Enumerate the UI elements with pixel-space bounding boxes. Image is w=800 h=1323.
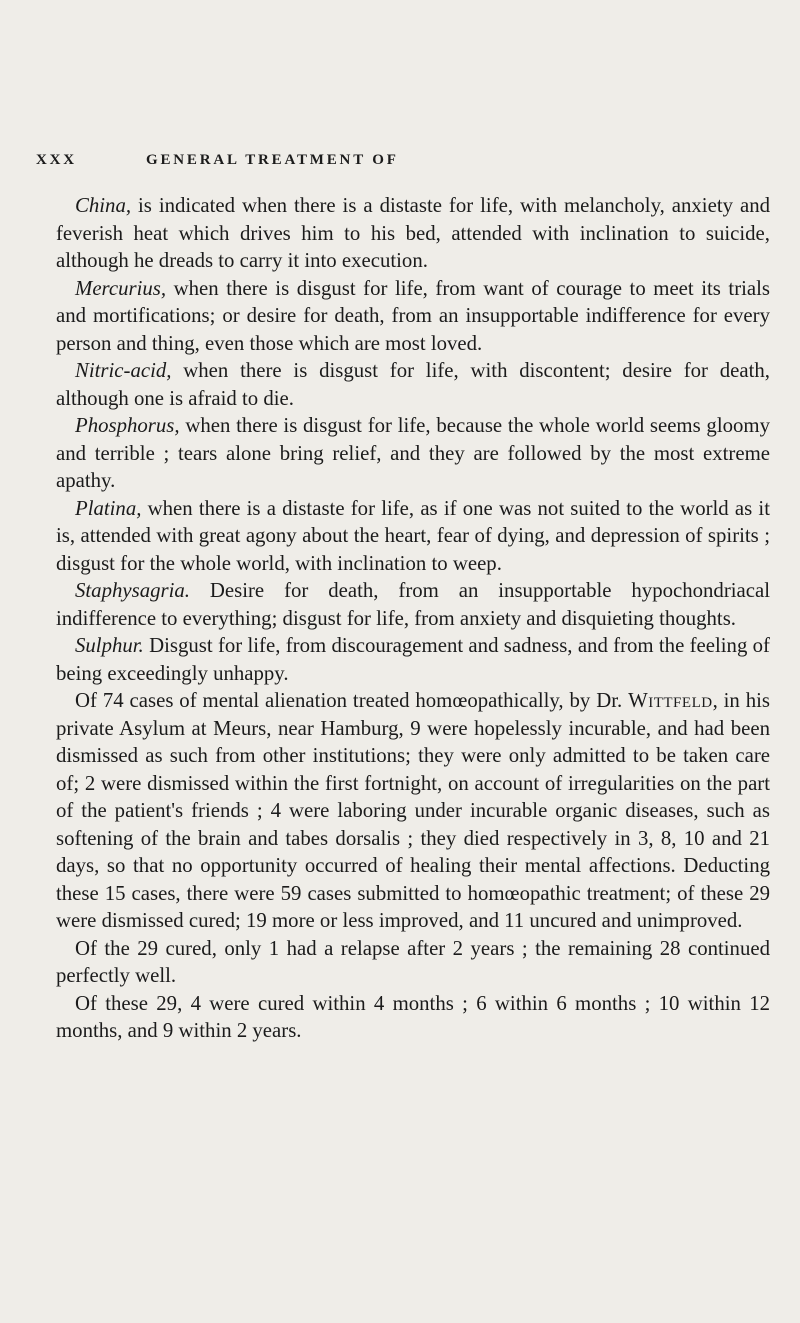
paragraph-text: Of 74 cases of mental alienation treated homœopathically, by Dr. xyxy=(75,689,629,712)
paragraph-sulphur xyxy=(56,632,770,687)
paragraph-cure-timeline: Of these 29, 4 were cured within 4 months ; 6 within 6 months ; 10 within 12 months, and 9 within 2 years. xyxy=(56,991,770,1042)
paragraph-text: is indicated when there is a distaste for life, with melancholy, anxiety and feverish heat which drives him to his bed, attended with inclination to suicide, although he dreads to carry it into execution. xyxy=(56,194,770,272)
running-title: GENERAL TREATMENT OF xyxy=(146,152,399,168)
paragraph-statistics xyxy=(56,687,770,935)
paragraph-mercurius xyxy=(56,275,770,358)
paragraph-text: when there is a distaste for life, as if one was not suited to the world as it is, attended with great agony about the heart, fear of dying, and depression of spirits ; disgust for the whole world, with inclination to weep. xyxy=(56,496,770,575)
paragraph-nitric-acid xyxy=(56,357,770,412)
remedy-name: Phosphorus, xyxy=(75,414,180,437)
paragraph-relapse: Of the 29 cured, only 1 had a relapse after 2 years ; the remaining 28 continued perfectly well. xyxy=(56,936,770,987)
page-body xyxy=(56,192,770,1045)
page-header xyxy=(36,152,770,174)
remedy-name: Mercurius, xyxy=(75,276,167,300)
page-number: XXX xyxy=(36,152,77,168)
paragraph-text: Disgust for life, from discouragement and sadness, and from the feeling of being exceedingly unhappy. xyxy=(56,634,770,685)
remedy-name: Sulphur. xyxy=(75,634,144,657)
paragraph-staphysagria xyxy=(56,577,770,632)
paragraph-text: when there is disgust for life, from want of courage to meet its trials and mortifications; or desire for death, from an insupportable indifference for every person and thing, even those which are most loved. xyxy=(56,276,770,355)
paragraph-text: when there is disgust for life, with discontent; desire for death, although one is afraid to die. xyxy=(56,359,770,410)
remedy-name: Nitric-acid, xyxy=(75,359,172,382)
paragraph-text: , in his private Asylum at Meurs, near Hamburg, 9 were hopelessly incurable, and had been dismissed as such from other institutions; they were only admitted to be taken care of; 2 were dismissed within the first fortnight, on account of irregularities on the part of the patient's friends ; 4 were laboring under incurable organic diseases, such as softening of the brain and tabes dorsalis ; they died respectively in 3, 8, 10 and 21 days, so that no opportunity occurred of healing their mental affections. Deducting these 15 cases, there were 59 cases submitted to homœopathic treatment; of these 29 were dismissed cured; 19 more or less improved, and 11 uncured and unimproved. xyxy=(56,689,770,932)
paragraph-china xyxy=(56,192,770,275)
author-name: Wittfeld xyxy=(628,689,713,712)
paragraph-text: Desire for death, from an insupportable hypochondriacal indifference to everything; disgust for life, from anxiety and disquieting thoughts. xyxy=(56,579,770,630)
paragraph-platina xyxy=(56,495,770,578)
remedy-name: Staphysagria. xyxy=(75,579,190,602)
remedy-name: China, xyxy=(75,194,132,217)
paragraph-phosphorus xyxy=(56,412,770,495)
remedy-name: Platina, xyxy=(75,496,142,520)
paragraph-text: when there is disgust for life, because the whole world seems gloomy and terrible ; tears alone bring relief, and they are followed by the most extreme apathy. xyxy=(56,414,770,492)
